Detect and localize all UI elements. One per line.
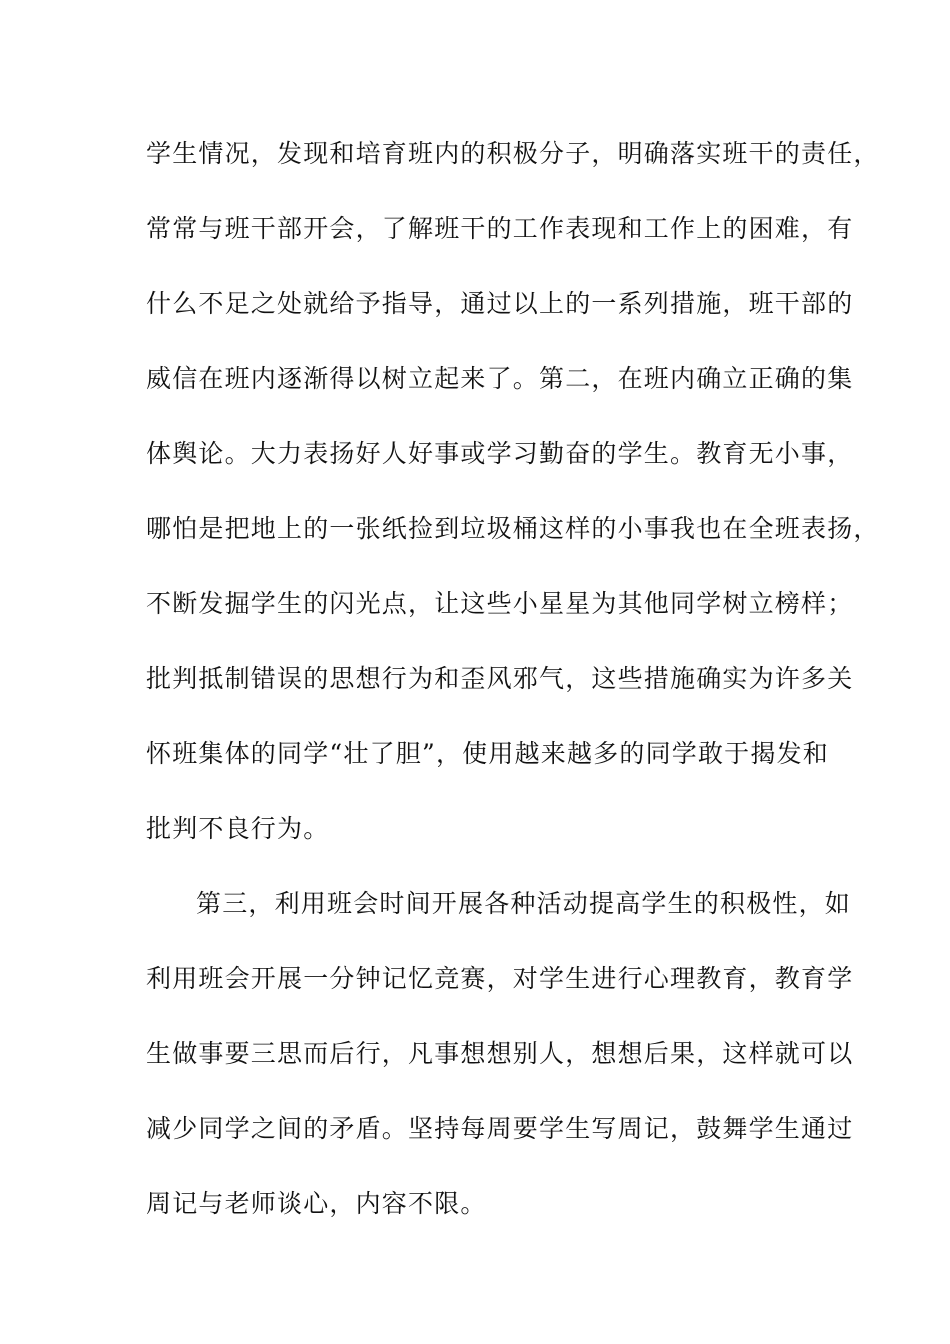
paragraph-2-line-1: 第三，利用班会时间开展各种活动提高学生的积极性，如 [196, 889, 852, 918]
paragraph-1-line-5: 体舆论。大力表扬好人好事或学习勤奋的学生。教育无小事， [146, 439, 854, 468]
paragraph-2-line-4: 减少同学之间的矛盾。坚持每周要学生写周记，鼓舞学生通过 [146, 1114, 854, 1143]
paragraph-2-line-5: 周记与老师谈心，内容不限。 [146, 1189, 487, 1218]
paragraph-1-line-7: 不断发掘学生的闪光点，让这些小星星为其他同学树立榜样； [146, 589, 854, 618]
paragraph-2-line-3: 生做事要三思而后行，凡事想想别人，想想后果，这样就可以 [146, 1039, 854, 1068]
paragraph-1-line-9: 怀班集体的同学“壮了胆”，使用越来越多的同学敢于揭发和 [146, 739, 829, 768]
paragraph-1-line-6: 哪怕是把地上的一张纸捡到垃圾桶这样的小事我也在全班表扬， [146, 514, 880, 543]
paragraph-1-line-1: 学生情况，发现和培育班内的积极分子，明确落实班干的责任， [146, 139, 880, 168]
paragraph-1-line-2: 常常与班干部开会，了解班干的工作表现和工作上的困难，有 [146, 214, 854, 243]
paragraph-1-line-3: 什么不足之处就给予指导，通过以上的一系列措施，班干部的 [146, 289, 854, 318]
paragraph-1-line-10: 批判不良行为。 [146, 814, 330, 843]
paragraph-1-line-8: 批判抵制错误的思想行为和歪风邪气，这些措施确实为许多关 [146, 664, 854, 693]
paragraph-2-line-2: 利用班会开展一分钟记忆竞赛，对学生进行心理教育，教育学 [146, 964, 854, 993]
paragraph-1-line-4: 威信在班内逐渐得以树立起来了。第二，在班内确立正确的集 [146, 364, 854, 393]
